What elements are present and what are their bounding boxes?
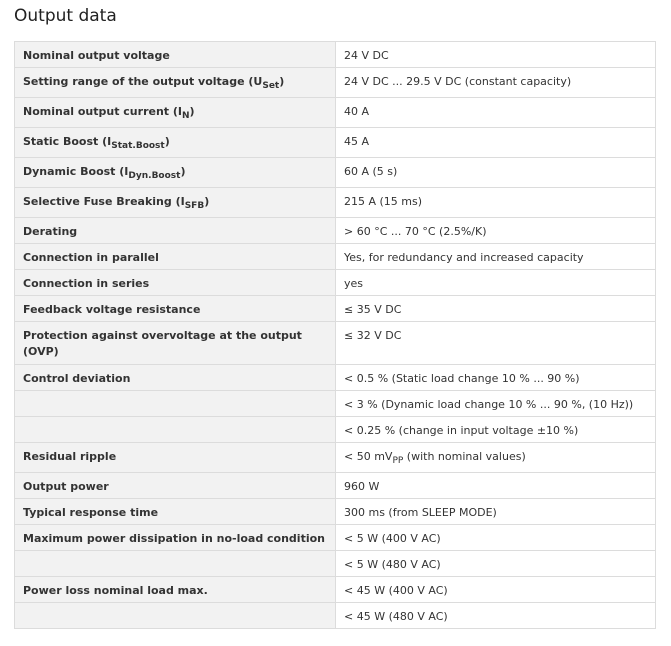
- table-row: [15, 68, 656, 98]
- spec-value-cell: [336, 525, 656, 551]
- section-title: Output data: [14, 6, 117, 26]
- spec-value-cell: [336, 42, 656, 68]
- cell-text: yes: [344, 277, 364, 290]
- cell-text: ): [180, 165, 186, 178]
- subscript-text: Set: [262, 81, 280, 91]
- spec-value-cell: [336, 188, 656, 218]
- spec-label-cell: [15, 322, 336, 365]
- cell-text: ): [279, 75, 285, 88]
- table-row: [15, 218, 656, 244]
- table-row: [15, 499, 656, 525]
- table-row: [15, 473, 656, 499]
- cell-text: (with nominal values): [403, 450, 526, 463]
- cell-text: Nominal output current (I: [23, 105, 182, 118]
- cell-text: 960 W: [344, 480, 380, 493]
- spec-label-cell: [15, 98, 336, 128]
- cell-text: < 5 W (480 V AC): [344, 558, 441, 571]
- spec-label-cell: [15, 128, 336, 158]
- cell-text: ≤ 35 V DC: [344, 303, 402, 316]
- cell-text: Maximum power dissipation in no-load condition: [23, 532, 325, 545]
- table-row: [15, 525, 656, 551]
- cell-text: Feedback voltage resistance: [23, 303, 201, 316]
- cell-text: > 60 °C ... 70 °C (2.5%/K): [344, 225, 487, 238]
- spec-value-cell: [336, 218, 656, 244]
- spec-value-cell: [336, 391, 656, 417]
- cell-text: ): [204, 195, 210, 208]
- table-row: [15, 158, 656, 188]
- cell-text: < 0.5 % (Static load change 10 % ... 90 %): [344, 372, 580, 385]
- table-row: [15, 244, 656, 270]
- spec-value-cell: [336, 417, 656, 443]
- cell-text: 40 A: [344, 105, 370, 118]
- cell-text: ): [189, 105, 195, 118]
- cell-text: Yes, for redundancy and increased capacity: [344, 251, 584, 264]
- subscript-text: PP: [392, 456, 404, 466]
- output-data-table: [14, 41, 656, 629]
- cell-text: Derating: [23, 225, 78, 238]
- spec-label-cell: [15, 499, 336, 525]
- spec-label-cell: [15, 244, 336, 270]
- spec-value-cell: [336, 270, 656, 296]
- table-row: [15, 128, 656, 158]
- spec-value-cell: [336, 603, 656, 629]
- spec-value-cell: [336, 443, 656, 473]
- cell-text: < 0.25 % (change in input voltage ±10 %): [344, 424, 579, 437]
- cell-text: Residual ripple: [23, 450, 117, 463]
- cell-text: Setting range of the output voltage (U: [23, 75, 263, 88]
- spec-value-cell: [336, 296, 656, 322]
- spec-value-cell: [336, 577, 656, 603]
- cell-text: Output power: [23, 480, 109, 493]
- cell-text: Typical response time: [23, 506, 159, 519]
- cell-text: Nominal output voltage: [23, 49, 170, 62]
- table-body: [15, 42, 656, 629]
- spec-label-cell: [15, 296, 336, 322]
- cell-text: 60 A (5 s): [344, 165, 398, 178]
- table-row: [15, 417, 656, 443]
- subscript-text: Stat.Boost: [111, 141, 165, 151]
- spec-label-cell: [15, 603, 336, 629]
- table-row: [15, 270, 656, 296]
- spec-label-cell: [15, 188, 336, 218]
- cell-text: 45 A: [344, 135, 370, 148]
- cell-text: < 5 W (400 V AC): [344, 532, 441, 545]
- table-row: [15, 443, 656, 473]
- spec-label-cell: [15, 218, 336, 244]
- cell-text: 215 A (15 ms): [344, 195, 423, 208]
- spec-label-cell: [15, 577, 336, 603]
- spec-value-cell: [336, 128, 656, 158]
- table-row: [15, 603, 656, 629]
- cell-text: ≤ 32 V DC: [344, 329, 402, 342]
- spec-value-cell: [336, 499, 656, 525]
- spec-value-cell: [336, 68, 656, 98]
- cell-text: Control deviation: [23, 372, 131, 385]
- spec-label-cell: [15, 473, 336, 499]
- table-row: [15, 391, 656, 417]
- spec-value-cell: [336, 158, 656, 188]
- cell-text: < 45 W (480 V AC): [344, 610, 448, 623]
- spec-label-cell: [15, 525, 336, 551]
- cell-text: 24 V DC ... 29.5 V DC (constant capacity): [344, 75, 572, 88]
- cell-text: Protection against overvoltage at the output (OVP): [23, 329, 302, 358]
- spec-value-cell: [336, 98, 656, 128]
- table-row: [15, 551, 656, 577]
- subscript-text: Dyn.Boost: [128, 171, 181, 181]
- subscript-text: SFB: [184, 201, 205, 211]
- spec-value-cell: [336, 244, 656, 270]
- cell-text: < 3 % (Dynamic load change 10 % ... 90 %, (10 Hz)): [344, 398, 634, 411]
- spec-label-cell: [15, 42, 336, 68]
- cell-text: Selective Fuse Breaking (I: [23, 195, 185, 208]
- table-row: [15, 98, 656, 128]
- spec-value-cell: [336, 322, 656, 365]
- table-row: [15, 322, 656, 365]
- spec-label-cell: [15, 365, 336, 391]
- subscript-text: N: [182, 111, 190, 121]
- cell-text: Connection in parallel: [23, 251, 159, 264]
- table-row: [15, 577, 656, 603]
- cell-text: ): [164, 135, 170, 148]
- spec-label-cell: [15, 417, 336, 443]
- table-row: [15, 365, 656, 391]
- spec-value-cell: [336, 365, 656, 391]
- spec-label-cell: [15, 270, 336, 296]
- cell-text: 24 V DC: [344, 49, 389, 62]
- cell-text: 300 ms (from SLEEP MODE): [344, 506, 497, 519]
- cell-text: < 45 W (400 V AC): [344, 584, 448, 597]
- spec-value-cell: [336, 473, 656, 499]
- table-row: [15, 296, 656, 322]
- cell-text: Static Boost (I: [23, 135, 112, 148]
- cell-text: Dynamic Boost (I: [23, 165, 129, 178]
- cell-text: Connection in series: [23, 277, 150, 290]
- cell-text: < 50 mV: [344, 450, 393, 463]
- spec-label-cell: [15, 68, 336, 98]
- table-row: [15, 42, 656, 68]
- spec-label-cell: [15, 391, 336, 417]
- spec-label-cell: [15, 443, 336, 473]
- cell-text: Power loss nominal load max.: [23, 584, 208, 597]
- spec-value-cell: [336, 551, 656, 577]
- table-row: [15, 188, 656, 218]
- spec-label-cell: [15, 551, 336, 577]
- spec-label-cell: [15, 158, 336, 188]
